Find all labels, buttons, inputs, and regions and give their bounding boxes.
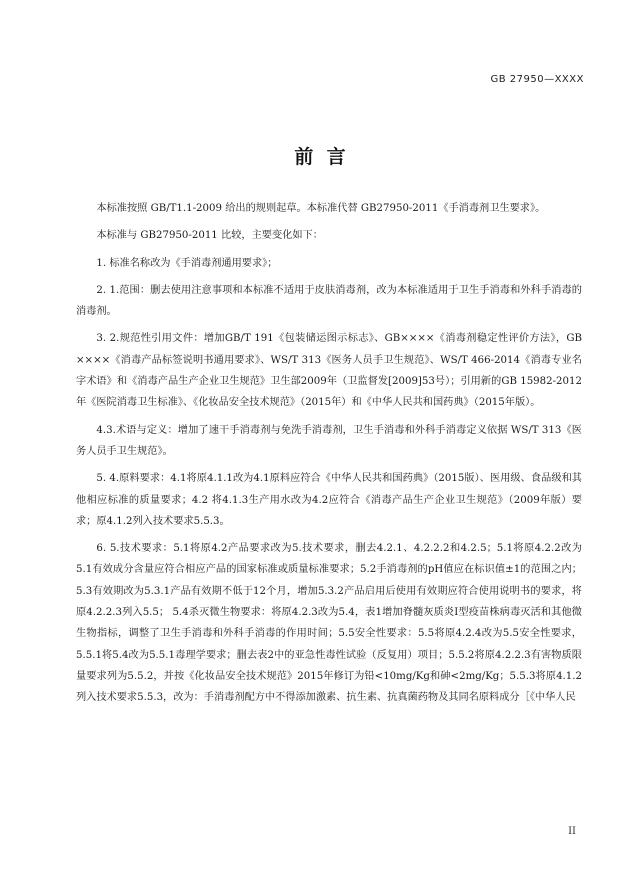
paragraph-comparison: 本标准与 GB27950-2011 比较，主要变化如下： — [96, 230, 323, 242]
paragraph-change-2: 2. 1.范围：删去使用注意事项和本标准不适用于皮肤消毒剂，改为本标准适用于卫生手消毒和外科手消毒的消毒剂。 — [76, 284, 582, 318]
paragraph-change-6: 6. 5.技术要求：5.1将原4.2产品要求改为5.技术要求，删去4.2.1、4.2.2.2和4.2.5；5.1将原4.2.2改为5.1有效成分含量应符合相应产品的国家标准或质量标准要求；5.2手消毒剂的pH值应在标识值±1的范围之内；5.3有效期改为5.3.1产品有效期不低于12个月，增加5.3.2产品启用后使用有效期应符合使用说明书的要求，将原4.2.2.3列入5.5； 5.4杀灭微生物要求：将原4.2.3改为5.4，表1增加脊髓灰质炎Ⅰ型疫苗株病毒灭活和其他微生物指标，调整了卫生手消毒和外科手消毒的作用时间；5.5安全性要求：5.5将原4.2.4改为5.5安全性要求，5.5.1将5.4改为5.5.1毒理学要求；删去表2中的亚急性毒性试验（反复用）项目；5.5.2将原4.2.2.3有害物质限量要求列为5.5.2，并按《化妆品安全技术规范》2015年修订为铅<10mg/Kg和砷<2mg/Kg；5.5.3将原4.1.2列入技术要求5.5.3，改为：手消毒剂配方中不得添加激素、抗生素、抗真菌药物及其同名原料成分［《中华人民 — [76, 543, 582, 704]
paragraph-change-1: 1. 标准名称改为《手消毒剂通用要求》； — [96, 257, 278, 269]
preface-body — [76, 198, 582, 715]
paragraph-intro: 本标准按照 GB/T1.1-2009 给出的规则起草。本标准代替 GB27950-2011《手消毒剂卫生要求》。 — [96, 203, 546, 214]
paragraph-change-3: 3. 2.规范性引用文件：增加GB/T 191《包装储运图示标志》、GB××××《消毒剂稳定性评价方法》，GB ××××《消毒产品标签说明书通用要求》、WS/T 313《医务人员手卫生规范》、WS/T 466-2014《消毒专业名字术语》和《消毒产品生产企业卫生规范》卫生部2009年（卫监督发[2009]53号）；引用新的GB 15982-2012年《医院消毒卫生标准》、《化妆品安全技术规范》（2015年）和《中华人民共和国药典》（2015年版）。 — [76, 333, 582, 409]
standard-code: GB 27950—XXXX — [490, 74, 584, 85]
page-number: II — [568, 826, 576, 837]
page-title: 前 言 — [294, 146, 346, 168]
paragraph-change-5: 5. 4.原料要求：4.1将原4.1.1改为4.1原料应符合《中华人民共和国药典》（2015版）、医用级、食品级和其他相应标准的质量要求；4.2 将4.1.3生产用水改为4.2应符合《消毒产品生产企业卫生规范》（2009年版）要求；原4.1.2列入技术要求5.5.3。 — [76, 473, 582, 527]
paragraph-change-4: 4.3.术语与定义：增加了速干手消毒剂与免洗手消毒剂，卫生手消毒和外科手消毒定义依据 WS/T 313《医务人员手卫生规范》。 — [76, 424, 582, 457]
